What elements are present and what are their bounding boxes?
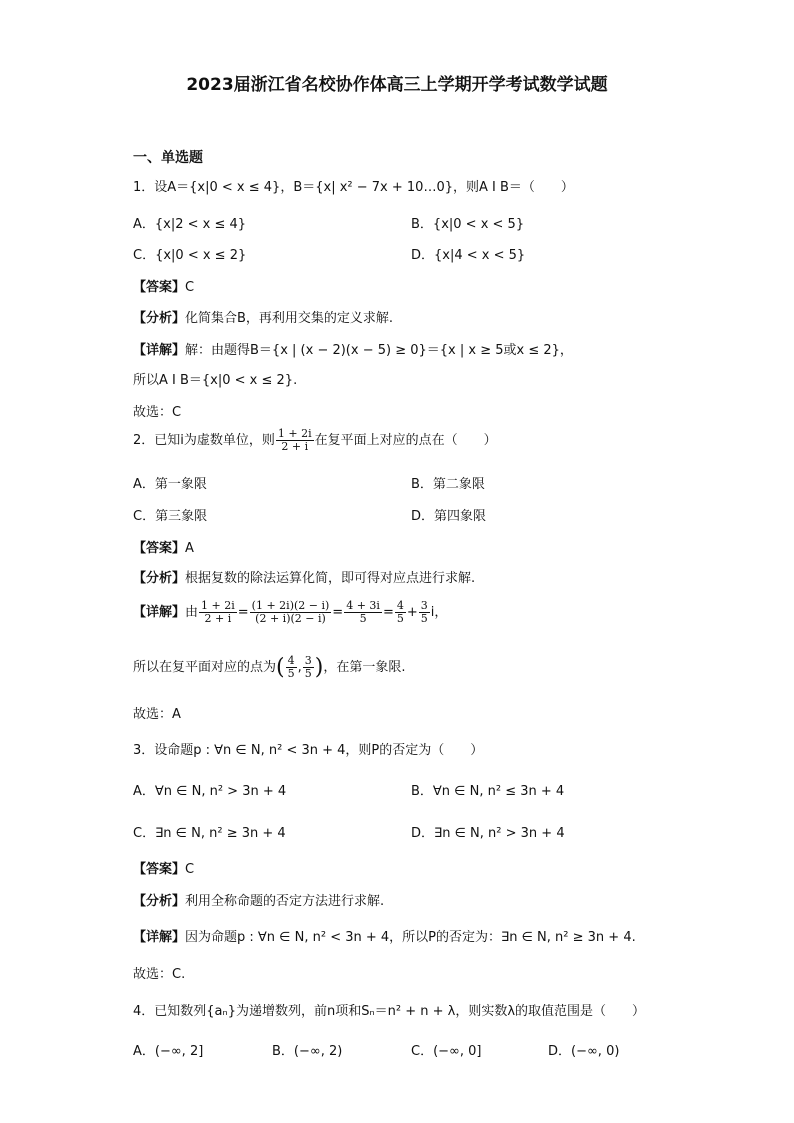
fraction-denominator: 5 [287,667,295,681]
fraction-numerator: 3 [304,654,312,667]
fraction-numerator: 4 [287,654,295,667]
answer-tag: 【答案】 [133,862,186,877]
answer-value: C [185,862,195,877]
fraction-denominator: 5 [396,612,404,626]
q3-option-c[interactable]: C．∃n ∈ N, n² ≥ 3n + 4 [133,826,286,841]
q2-detail: 【详解】由 $\frac{1 + 2i}{2 + i}$ = $\frac{(1 + 2i)(2 - i)}{(2 + i)(2 - i)}$ = $\frac{4 + 3i}{5}$ = $\frac{4}{5}$ + $\frac{3}{5}$ i， [133,599,448,626]
detail-tag: 【详解】 [133,343,186,358]
q1-option-d[interactable]: D．{x|4 < x < 5} [411,248,526,263]
answer-value: A [185,541,194,556]
analysis-text: 根据复数的除法运算化简，即可得对应点进行求解. [185,571,476,586]
point-fraction-y [303,655,314,680]
detail-prefix: 由 [185,605,199,621]
detail-fraction-3 [344,600,382,625]
answer-tag: 【答案】 [133,280,186,295]
point-fraction-x [286,655,297,680]
detail-text: 因为命题p : ∀n ∈ N, n² < 3n + 4，所以P的否定为：∃n ∈ N, n² ≥ 3n + 4. [185,930,636,945]
q2-option-d[interactable]: D．第四象限 [411,509,487,524]
q2-option-c[interactable]: C．第三象限 [133,509,208,524]
q3-stem: 3．设命题p : ∀n ∈ N, n² < 3n + 4，则P的否定为（ ） [133,743,484,758]
fraction-denominator: (2 + i)(2 − i) [255,612,326,626]
document-title: 2023届浙江省名校协作体高三上学期开学考试数学试题 [186,75,608,95]
analysis-text: 化简集合B，再利用交集的定义求解. [185,311,394,326]
q1-detail [133,339,573,358]
q4-option-d[interactable]: D．(−∞, 0) [548,1044,620,1059]
answer-tag: 【答案】 [133,541,186,556]
fraction-numerator: 1 + 2i [201,599,235,612]
q2-stem-fraction [276,428,314,453]
answer-value: C [185,280,195,295]
q2-stem-prefix: 2．已知i为虚数单位，则 [133,433,275,449]
q1-choose: 故选：C [133,405,182,420]
fraction-numerator: 4 [396,599,404,612]
detail-suffix: i， [430,605,448,621]
q1-detail-2: 所以A I B＝{x|0 < x ≤ 2}. [133,373,298,388]
analysis-tag: 【分析】 [133,571,186,586]
q2-option-b[interactable]: B．第二象限 [411,477,485,492]
detail-fraction-1 [199,600,237,625]
section-heading: 一、单选题 [133,150,203,166]
analysis-text: 利用全称命题的否定方法进行求解. [185,894,385,909]
q1-stem: 1．设A＝{x|0 < x ≤ 4}，B＝{x| x² − 7x + 10…0}，则A I B＝（ ） [133,180,574,195]
close-paren: ) [314,655,324,681]
q1-option-c[interactable]: C．{x|0 < x ≤ 2} [133,248,247,263]
q4-option-a[interactable]: A．(−∞, 2] [133,1044,204,1059]
detail-fraction-4 [395,600,406,625]
open-paren: ( [276,655,285,681]
fraction-numerator: (1 + 2i)(2 − i) [251,599,330,612]
fraction-denominator: 2 + i [281,440,309,454]
detail-text: 解：由题得B＝{x | (x − 2)(x − 5) ≥ 0}＝{x | x ≥ 5或x ≤ 2}， [185,343,573,358]
q3-option-d[interactable]: D．∃n ∈ N, n² > 3n + 4 [411,826,565,841]
q1-answer [133,276,194,295]
q4-option-c[interactable]: C．(−∞, 0] [411,1044,482,1059]
analysis-tag: 【分析】 [133,311,186,326]
q1-analysis [133,307,393,326]
q3-option-b[interactable]: B．∀n ∈ N, n² ≤ 3n + 4 [411,784,565,799]
q3-option-a[interactable]: A．∀n ∈ N, n² > 3n + 4 [133,784,287,799]
point-prefix: 所以在复平面对应的点为 [133,660,277,676]
q2-option-a[interactable]: A．第一象限 [133,477,207,492]
analysis-tag: 【分析】 [133,894,186,909]
q2-stem [133,428,497,453]
q2-stem-suffix: 在复平面上对应的点在（ ） [314,433,497,449]
q2-answer [133,537,194,556]
fraction-denominator: 2 + i [204,612,232,626]
fraction-numerator: 1 + 2i [277,427,312,440]
q2-analysis [133,567,475,586]
fraction-denominator: 5 [420,612,428,626]
q3-answer [133,858,194,877]
detail-fraction-5 [419,600,430,625]
detail-fraction-2 [250,600,332,625]
fraction-numerator: 3 [420,599,428,612]
detail-tag: 【详解】 [133,605,186,621]
q3-choose: 故选：C. [133,967,186,982]
q2-point: 所以在复平面对应的点为( $\frac{4}{5}$ , $\frac{3}{5}$ )，在第一象限. [133,654,406,681]
q2-choose: 故选：A [133,707,181,722]
detail-tag: 【详解】 [133,930,186,945]
fraction-denominator: 5 [304,667,312,681]
q3-detail [133,926,636,945]
q1-option-a[interactable]: A．{x|2 < x ≤ 4} [133,217,247,232]
point-suffix: ，在第一象限. [323,660,406,676]
fraction-denominator: 5 [359,612,367,626]
q4-stem: 4．已知数列{aₙ}为递增数列，前n项和Sₙ＝n² + n + λ，则实数λ的取值范围是（ ） [133,1004,646,1019]
q1-option-b[interactable]: B．{x|0 < x < 5} [411,217,525,232]
q3-analysis [133,890,384,909]
fraction-numerator: 4 + 3i [346,599,380,612]
q4-option-b[interactable]: B．(−∞, 2) [272,1044,343,1059]
